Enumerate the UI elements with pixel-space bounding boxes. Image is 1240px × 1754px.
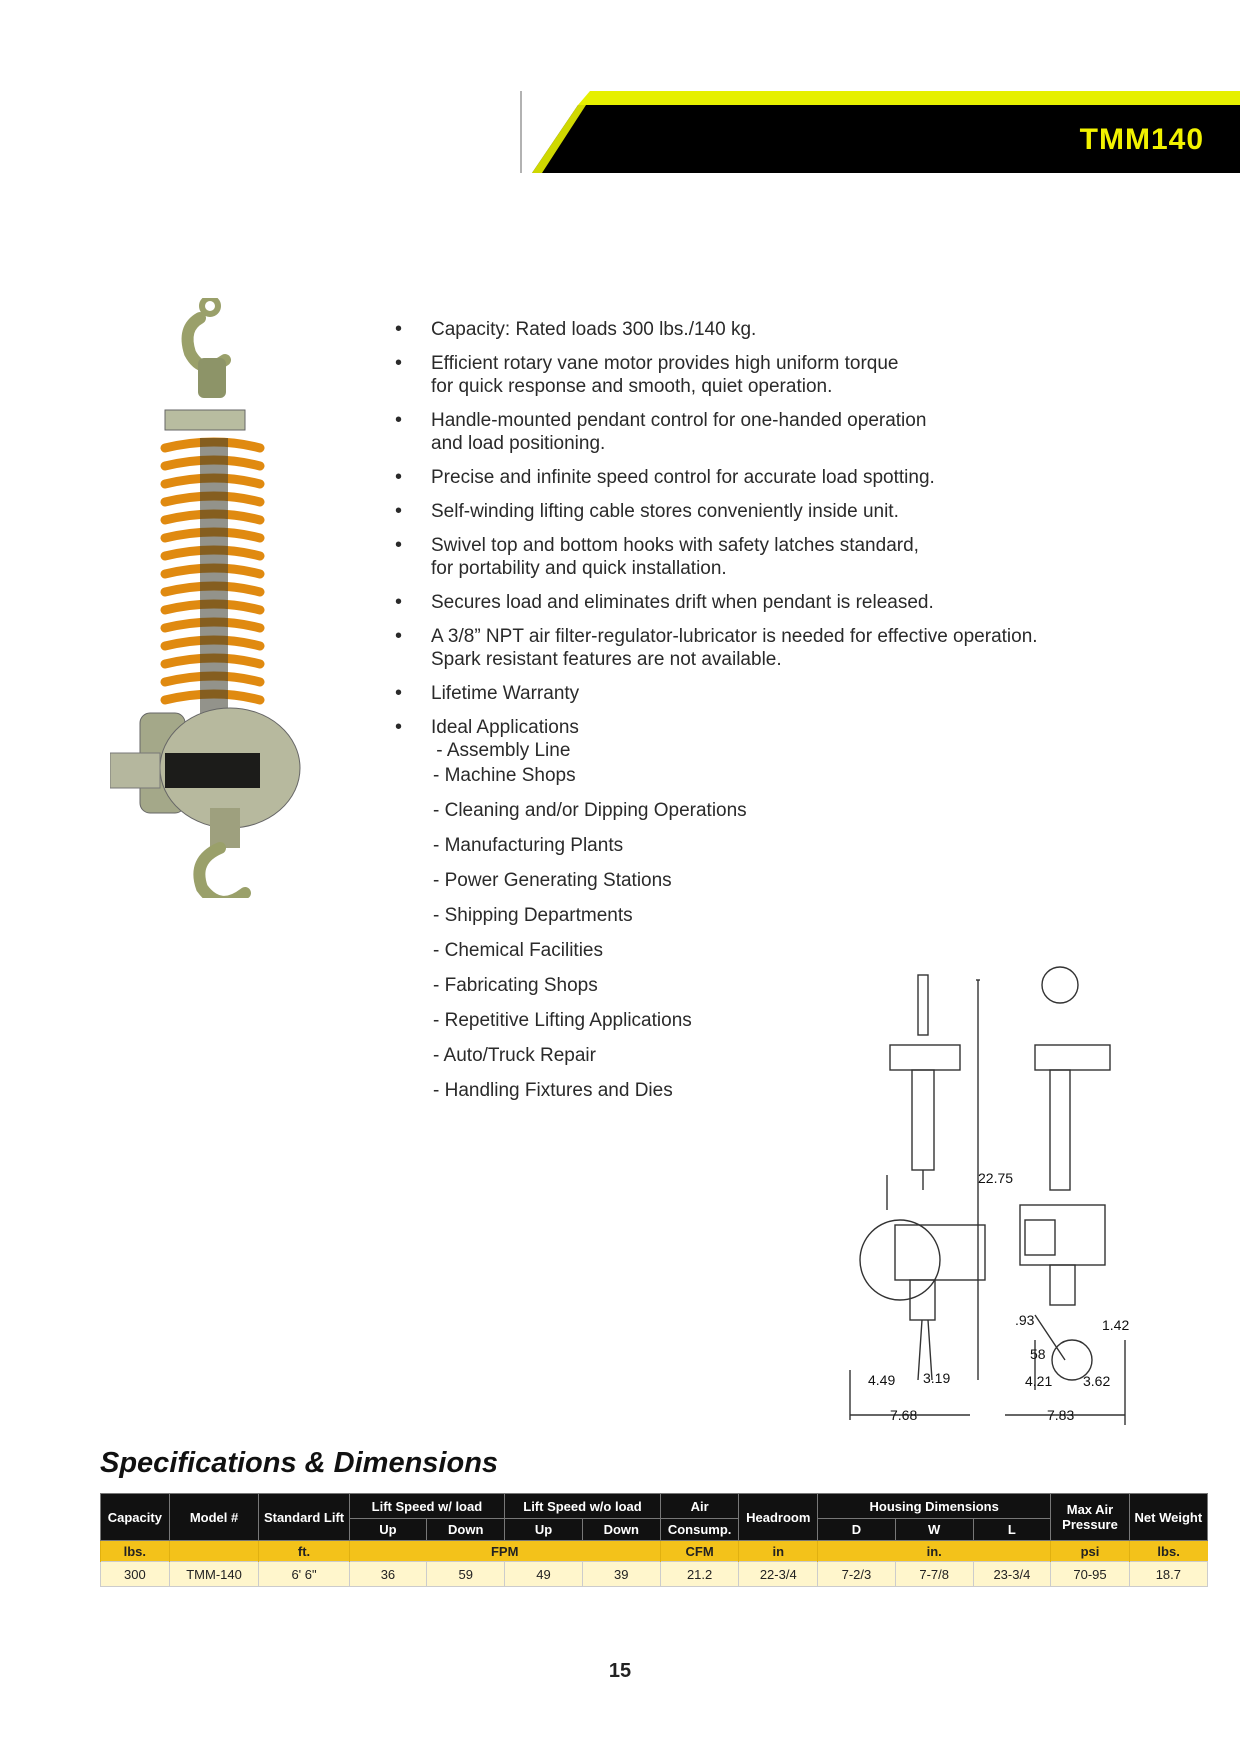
dim-label: 3.19 (923, 1370, 951, 1386)
col-up: Up (505, 1519, 583, 1541)
bullet-icon: • (395, 318, 403, 340)
bullet-icon: • (395, 534, 403, 556)
bullet-icon: • (395, 682, 403, 704)
unit-cell: ft. (259, 1541, 349, 1562)
unit-cell: lbs. (101, 1541, 170, 1562)
value-cell: 36 (349, 1562, 427, 1587)
value-cell: 59 (427, 1562, 505, 1587)
feature-item: • Swivel top and bottom hooks with safety latches standard, for portability and quick installation. (395, 534, 919, 579)
feature-item: • Handle-mounted pendant control for one-handed operation and load positioning. (395, 409, 927, 454)
col-air: Air (660, 1494, 739, 1519)
col-w: W (895, 1519, 973, 1541)
col-standard-lift: Standard Lift (259, 1494, 349, 1541)
feature-item: • A 3/8” NPT air filter-regulator-lubricator is needed for effective operation. Spark resistant features are not available. (395, 625, 1038, 670)
value-cell: 22-3/4 (739, 1562, 818, 1587)
page-number: 15 (608, 1660, 632, 1682)
unit-cell: in (739, 1541, 818, 1562)
specs-title: Specifications & Dimensions (100, 1447, 499, 1479)
application-item: - Repetitive Lifting Applications (433, 1010, 692, 1031)
dim-label: 4.49 (868, 1372, 896, 1388)
application-item: - Power Generating Stations (433, 870, 672, 891)
col-capacity: Capacity (101, 1494, 170, 1541)
col-down: Down (427, 1519, 505, 1541)
value-cell: 23-3/4 (973, 1562, 1051, 1587)
value-cell: 21.2 (660, 1562, 739, 1587)
feature-list (395, 318, 1115, 773)
header-banner (520, 85, 1240, 175)
unit-cell: in. (818, 1541, 1051, 1562)
col-max-air: Max Air Pressure (1051, 1494, 1129, 1541)
value-cell: 39 (582, 1562, 660, 1587)
col-headroom: Headroom (739, 1494, 818, 1541)
application-item: - Chemical Facilities (433, 940, 603, 961)
dim-label: 1.42 (1102, 1317, 1130, 1333)
value-cell: TMM-140 (169, 1562, 259, 1587)
unit-cell: lbs. (1129, 1541, 1207, 1562)
value-cell: 70-95 (1051, 1562, 1129, 1587)
dim-label: 58 (1030, 1346, 1046, 1362)
application-item: - Manufacturing Plants (433, 835, 624, 856)
dim-label: 3.62 (1083, 1373, 1111, 1389)
feature-item: • Secures load and eliminates drift when pendant is released. (395, 591, 934, 613)
col-up: Up (349, 1519, 427, 1541)
dim-height: 22.75 (978, 1170, 1014, 1186)
col-lift-speed-load: Lift Speed w/ load (349, 1494, 505, 1519)
col-housing: Housing Dimensions (818, 1494, 1051, 1519)
hoist-photo (110, 298, 320, 898)
applications-list (433, 764, 833, 1114)
dim-label: .93 (1015, 1312, 1035, 1328)
value-cell: 7-7/8 (895, 1562, 973, 1587)
specs-table (100, 1493, 1208, 1587)
feature-item: • Capacity: Rated loads 300 lbs./140 kg. (395, 318, 757, 340)
bullet-icon: • (395, 591, 403, 613)
value-cell: 18.7 (1129, 1562, 1207, 1587)
model-title: TMM140 (1079, 123, 1204, 156)
dim-label: 7.83 (1047, 1407, 1075, 1423)
unit-cell: CFM (660, 1541, 739, 1562)
col-model: Model # (169, 1494, 259, 1541)
bullet-icon: • (395, 352, 403, 374)
application-item: - Shipping Departments (433, 905, 633, 926)
application-item: - Auto/Truck Repair (433, 1045, 596, 1066)
dimension-drawing (840, 960, 1140, 1430)
col-net-weight: Net Weight (1129, 1494, 1207, 1541)
col-consump: Consump. (660, 1519, 739, 1541)
feature-item: • Efficient rotary vane motor provides high uniform torque for quick response and smooth, quiet operation. (395, 352, 899, 397)
value-cell: 49 (505, 1562, 583, 1587)
value-cell: 7-2/3 (818, 1562, 896, 1587)
bullet-icon: • (395, 409, 403, 431)
col-d: D (818, 1519, 896, 1541)
col-lift-speed-noload: Lift Speed w/o load (505, 1494, 661, 1519)
bullet-icon: • (395, 625, 403, 647)
drawing-lines (840, 960, 1140, 1430)
bullet-icon: • (395, 716, 403, 738)
feature-item: • Precise and infinite speed control for accurate load spotting. (395, 466, 935, 488)
col-l: L (973, 1519, 1051, 1541)
application-item: - Fabricating Shops (433, 975, 598, 996)
value-cell: 6' 6" (259, 1562, 349, 1587)
value-cell: 300 (101, 1562, 170, 1587)
dim-label: 4.21 (1025, 1373, 1053, 1389)
bullet-icon: • (395, 500, 403, 522)
dim-label: 7.68 (890, 1407, 918, 1423)
application-item: - Handling Fixtures and Dies (433, 1080, 673, 1101)
unit-cell: FPM (349, 1541, 660, 1562)
table-row (101, 1562, 1208, 1587)
feature-item: • Self-winding lifting cable stores conveniently inside unit. (395, 500, 899, 522)
col-down: Down (582, 1519, 660, 1541)
bullet-icon: • (395, 466, 403, 488)
application-item: - Cleaning and/or Dipping Operations (433, 800, 747, 821)
feature-item: • Lifetime Warranty (395, 682, 580, 704)
unit-cell (169, 1541, 259, 1562)
unit-cell: psi (1051, 1541, 1129, 1562)
application-item: - Machine Shops (433, 765, 576, 786)
feature-item: • Ideal Applications - Assembly Line (395, 716, 579, 761)
